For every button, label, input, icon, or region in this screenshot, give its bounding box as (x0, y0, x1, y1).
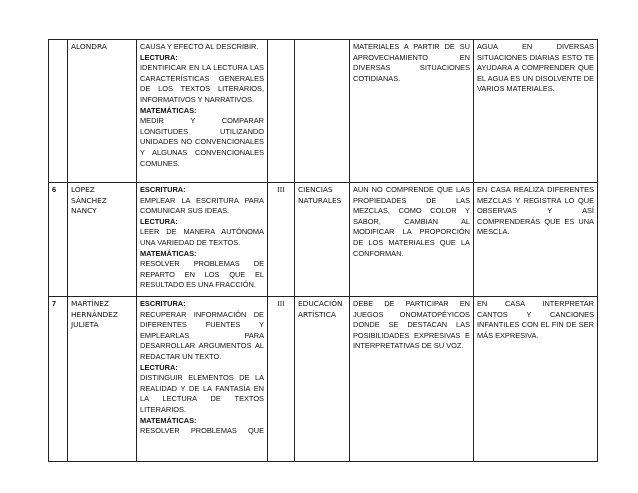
home-activity: EN CASA REALIZA DIFERENTES MEZCLAS Y REGISTRA LO QUE OBSERVAS Y ASÍ COMPRENDERÁS QUE ES UNA MESCLA. (474, 183, 598, 297)
objective-text: CAUSA Y EFECTO AL DESCRIBIR. (140, 42, 259, 51)
student-name (68, 297, 137, 462)
objective-heading: ESCRITURA: (140, 299, 186, 308)
subject-area: CIENCIAS NATURALES (295, 183, 350, 297)
objective-text: RESOLVER PROBLEMAS QUE (140, 426, 264, 436)
objective-text: MEDIR Y COMPARAR LONGITUDES UTILIZANDO UNIDADES NO CONVENCIONALES Y ALGUNAS CONVENCIONALES COMUNES. (140, 116, 264, 168)
objective-heading: ESCRITURA: (140, 185, 186, 194)
objective-text: RECUPERAR INFORMACIÓN DE DIFERENTES FUENTES Y EMPLEARLAS PARA DESARROLLAR ARGUMENTOS AL REDACTAR UN TEXTO. (140, 309, 264, 361)
materials-observation: AUN NO COMPRENDE QUE LAS PROPIEDADES DE LAS MEZCLAS, COMO COLOR Y SABOR, CAMBIAN AL MODIFICAR LA PROPORCIÓN DE LOS MATERIALES QUE LA CONFORMAN. (350, 183, 474, 297)
subject-area (295, 40, 350, 183)
objective-heading: LECTURA: (140, 362, 178, 372)
learning-objectives (137, 40, 268, 183)
student-name (68, 40, 137, 183)
student-name-line: SÁNCHEZ (71, 195, 107, 205)
subject-area: EDUCACIÓN ARTÍSTICA (295, 297, 350, 462)
grade-level (268, 40, 295, 183)
student-name (68, 183, 137, 297)
objective-text: IDENTIFICAR EN LA LECTURA LAS CARACTERÍSTICAS GENERALES DE LOS TEXTOS LITERARIOS, INFORMATIVOS Y NARRATIVOS. (140, 63, 264, 104)
grade-level: III (268, 183, 295, 297)
student-name-line: LÓPEZ (71, 185, 95, 194)
materials-observation: DEBE DE PARTICIPAR EN JUEGOS ONOMATOPÉYICOS DONDE SE DESTACAN LAS POSIBILIDADES EXPRESIVAS E INTERPRETATIVAS DE SU VOZ. (350, 297, 474, 462)
objective-heading: MATEMÁTICAS: (140, 105, 197, 115)
row-number (49, 40, 68, 183)
table-row (49, 183, 598, 297)
learning-objectives (137, 183, 268, 297)
objective-text: RESOLVER PROBLEMAS DE REPARTO EN LOS QUE EL RESULTADO ES UNA FRACCIÓN. (140, 259, 264, 290)
student-name-line: ALONDRA (71, 42, 107, 51)
grade-level: III (268, 297, 295, 462)
row-number: 6 (49, 183, 68, 297)
table-row (49, 297, 598, 462)
student-name-line: JULIETA (71, 320, 99, 330)
objective-heading: LECTURA: (140, 52, 178, 62)
student-evaluation-table (48, 39, 598, 462)
row-number: 7 (49, 297, 68, 462)
student-name-line: NANCY (71, 206, 97, 216)
objective-heading: MATEMÁTICAS: (140, 415, 197, 425)
student-name-line: HERNÁNDEZ (71, 309, 118, 319)
student-name-line: MARTÍNEZ (71, 299, 109, 308)
objective-text: DISTINGUIR ELEMENTOS DE LA REALIDAD Y DE LA FANTASÍA EN LA LECTURA DE TEXTOS LITERARIOS. (140, 373, 264, 414)
objective-text: EMPLEAR LA ESCRITURA PARA COMUNICAR SUS IDEAS. (140, 195, 264, 216)
learning-objectives (137, 297, 268, 462)
objective-heading: MATEMÁTICAS: (140, 248, 197, 258)
table-row (49, 40, 598, 183)
home-activity: EN CASA INTERPRETAR CANTOS Y CANCIONES INFANTILES CON EL FIN DE SER MÁS EXPRESIVA. (474, 297, 598, 462)
home-activity: AGUA EN DIVERSAS SITUACIONES DIARIAS ESTO TE AYUDARA A COMPRENDER QUE EL AGUA ES UN DISOLVENTE DE VARIOS MATERIALES. (474, 40, 598, 183)
objective-text: LEER DE MANERA AUTÓNOMA UNA VARIEDAD DE TEXTOS. (140, 227, 264, 247)
materials-observation: MATERIALES A PARTIR DE SU APROVECHAMIENTO EN DIVERSAS SITUACIONES COTIDIANAS. (350, 40, 474, 183)
objective-heading: LECTURA: (140, 216, 178, 226)
